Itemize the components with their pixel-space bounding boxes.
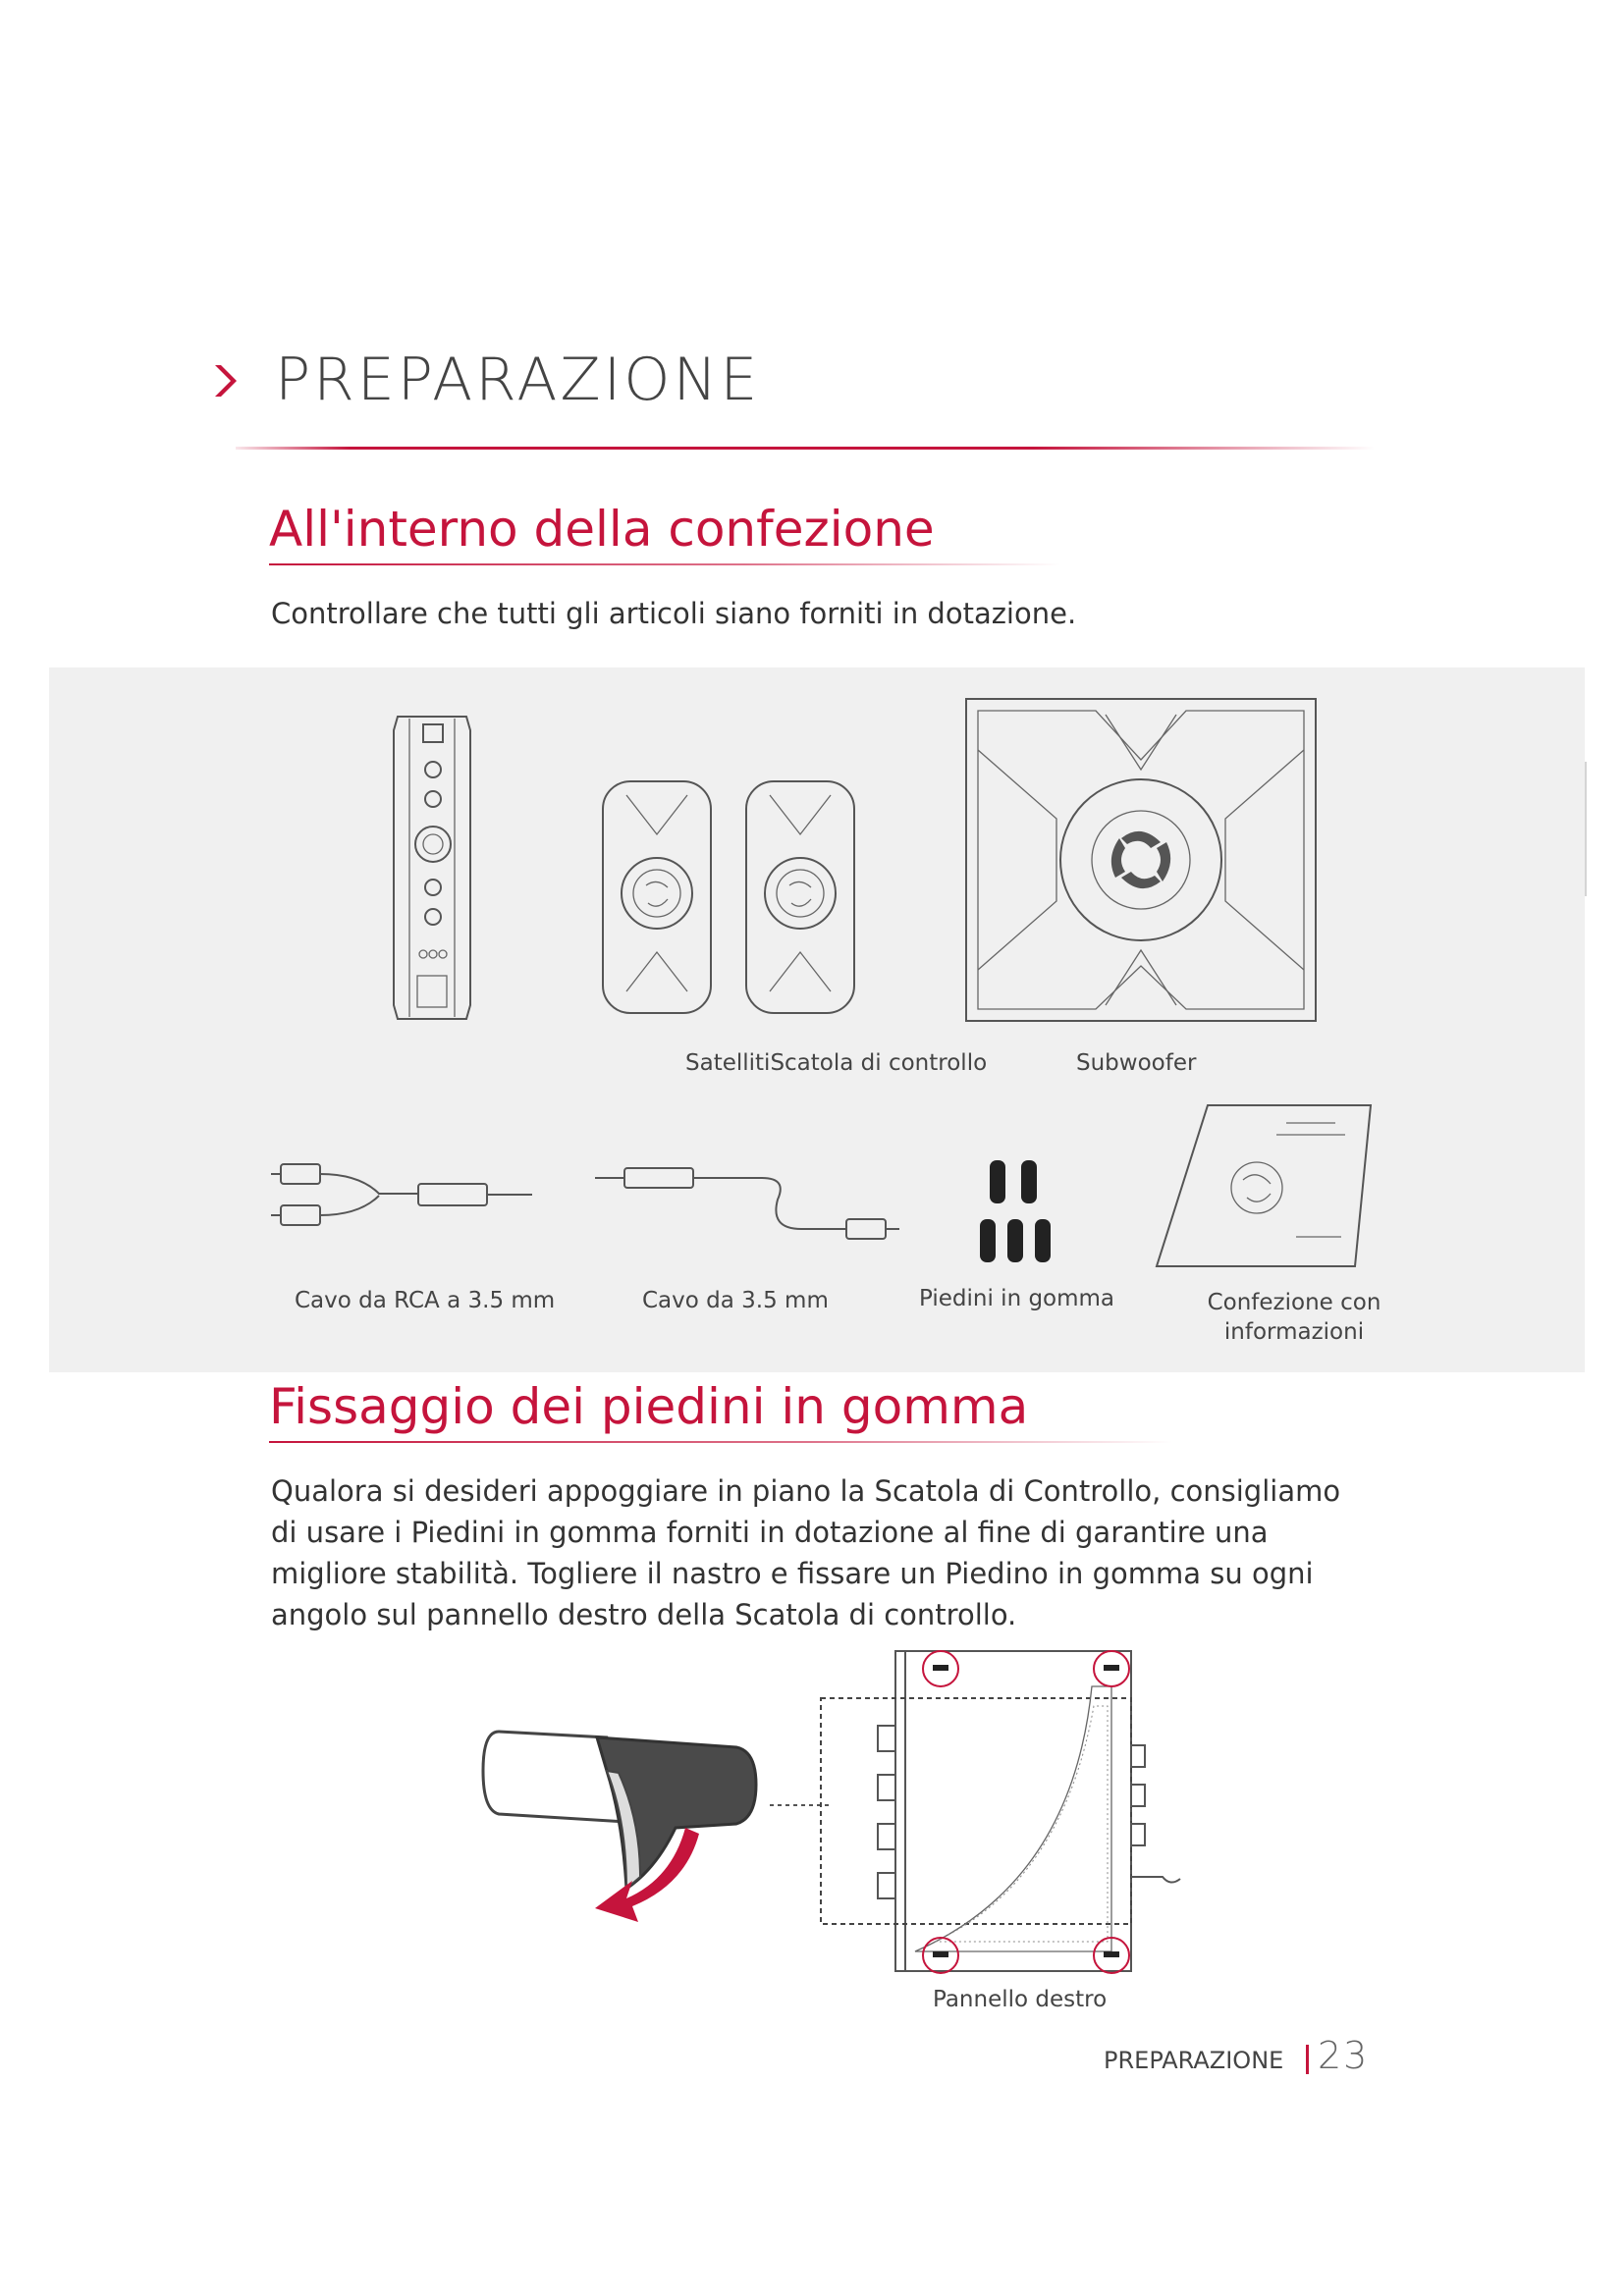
rubber-feet-illustration	[976, 1156, 1064, 1274]
page-title: PREPARAZIONE	[275, 346, 761, 414]
audio-cable-illustration	[595, 1156, 899, 1255]
package-intro-text: Controllare che tutti gli articoli siano forniti in dotazione.	[271, 597, 1077, 630]
page-number: 23	[1318, 2034, 1370, 2077]
caption-rca-cable: Cavo da RCA a 3.5 mm	[295, 1288, 556, 1313]
section-heading-package: All'interno della confezione	[269, 501, 935, 558]
footer-section-label: PREPARAZIONE	[1104, 2047, 1284, 2074]
instructions-line-1: Qualora si desideri appoggiare in piano la Scatola di Controllo, consigliamo	[271, 1474, 1341, 1508]
chevron-right-icon	[209, 361, 244, 400]
peel-tape-illustration	[479, 1712, 774, 1928]
section-heading-underline	[269, 563, 1060, 565]
caption-info-packet-line2: informazioni	[1223, 1319, 1365, 1345]
instructions-line-3: migliore stabilità. Togliere il nastro e fissare un Piedino in gomma su ogni	[271, 1557, 1314, 1590]
caption-satellites-control-box: SatellitiScatola di controllo	[685, 1050, 988, 1076]
title-divider	[236, 447, 1375, 450]
info-packet-illustration	[1149, 1099, 1375, 1276]
footer-divider	[1306, 2045, 1309, 2074]
section-heading-underline	[269, 1441, 1172, 1443]
package-contents-panel	[49, 667, 1585, 1372]
subwoofer-illustration	[958, 691, 1324, 1029]
right-panel-diagram	[817, 1647, 1190, 1981]
control-box-illustration	[388, 711, 476, 1025]
instructions-line-4: angolo sul pannello destro della Scatola di controllo.	[271, 1598, 1017, 1631]
caption-audio-cable: Cavo da 3.5 mm	[642, 1288, 829, 1313]
caption-rubber-feet: Piedini in gomma	[919, 1286, 1115, 1311]
caption-subwoofer: Subwoofer	[1076, 1050, 1197, 1076]
instructions-line-2: di usare i Piedini in gomma forniti in dotazione al fine di garantire una	[271, 1516, 1269, 1549]
rca-cable-illustration	[271, 1156, 546, 1235]
section-heading-rubber-feet: Fissaggio dei piedini in gomma	[269, 1378, 1029, 1435]
caption-right-panel: Pannello destro	[933, 1987, 1108, 2012]
satellite-speakers-illustration	[597, 775, 862, 1021]
caption-info-packet-line1: Confezione con	[1207, 1290, 1381, 1315]
